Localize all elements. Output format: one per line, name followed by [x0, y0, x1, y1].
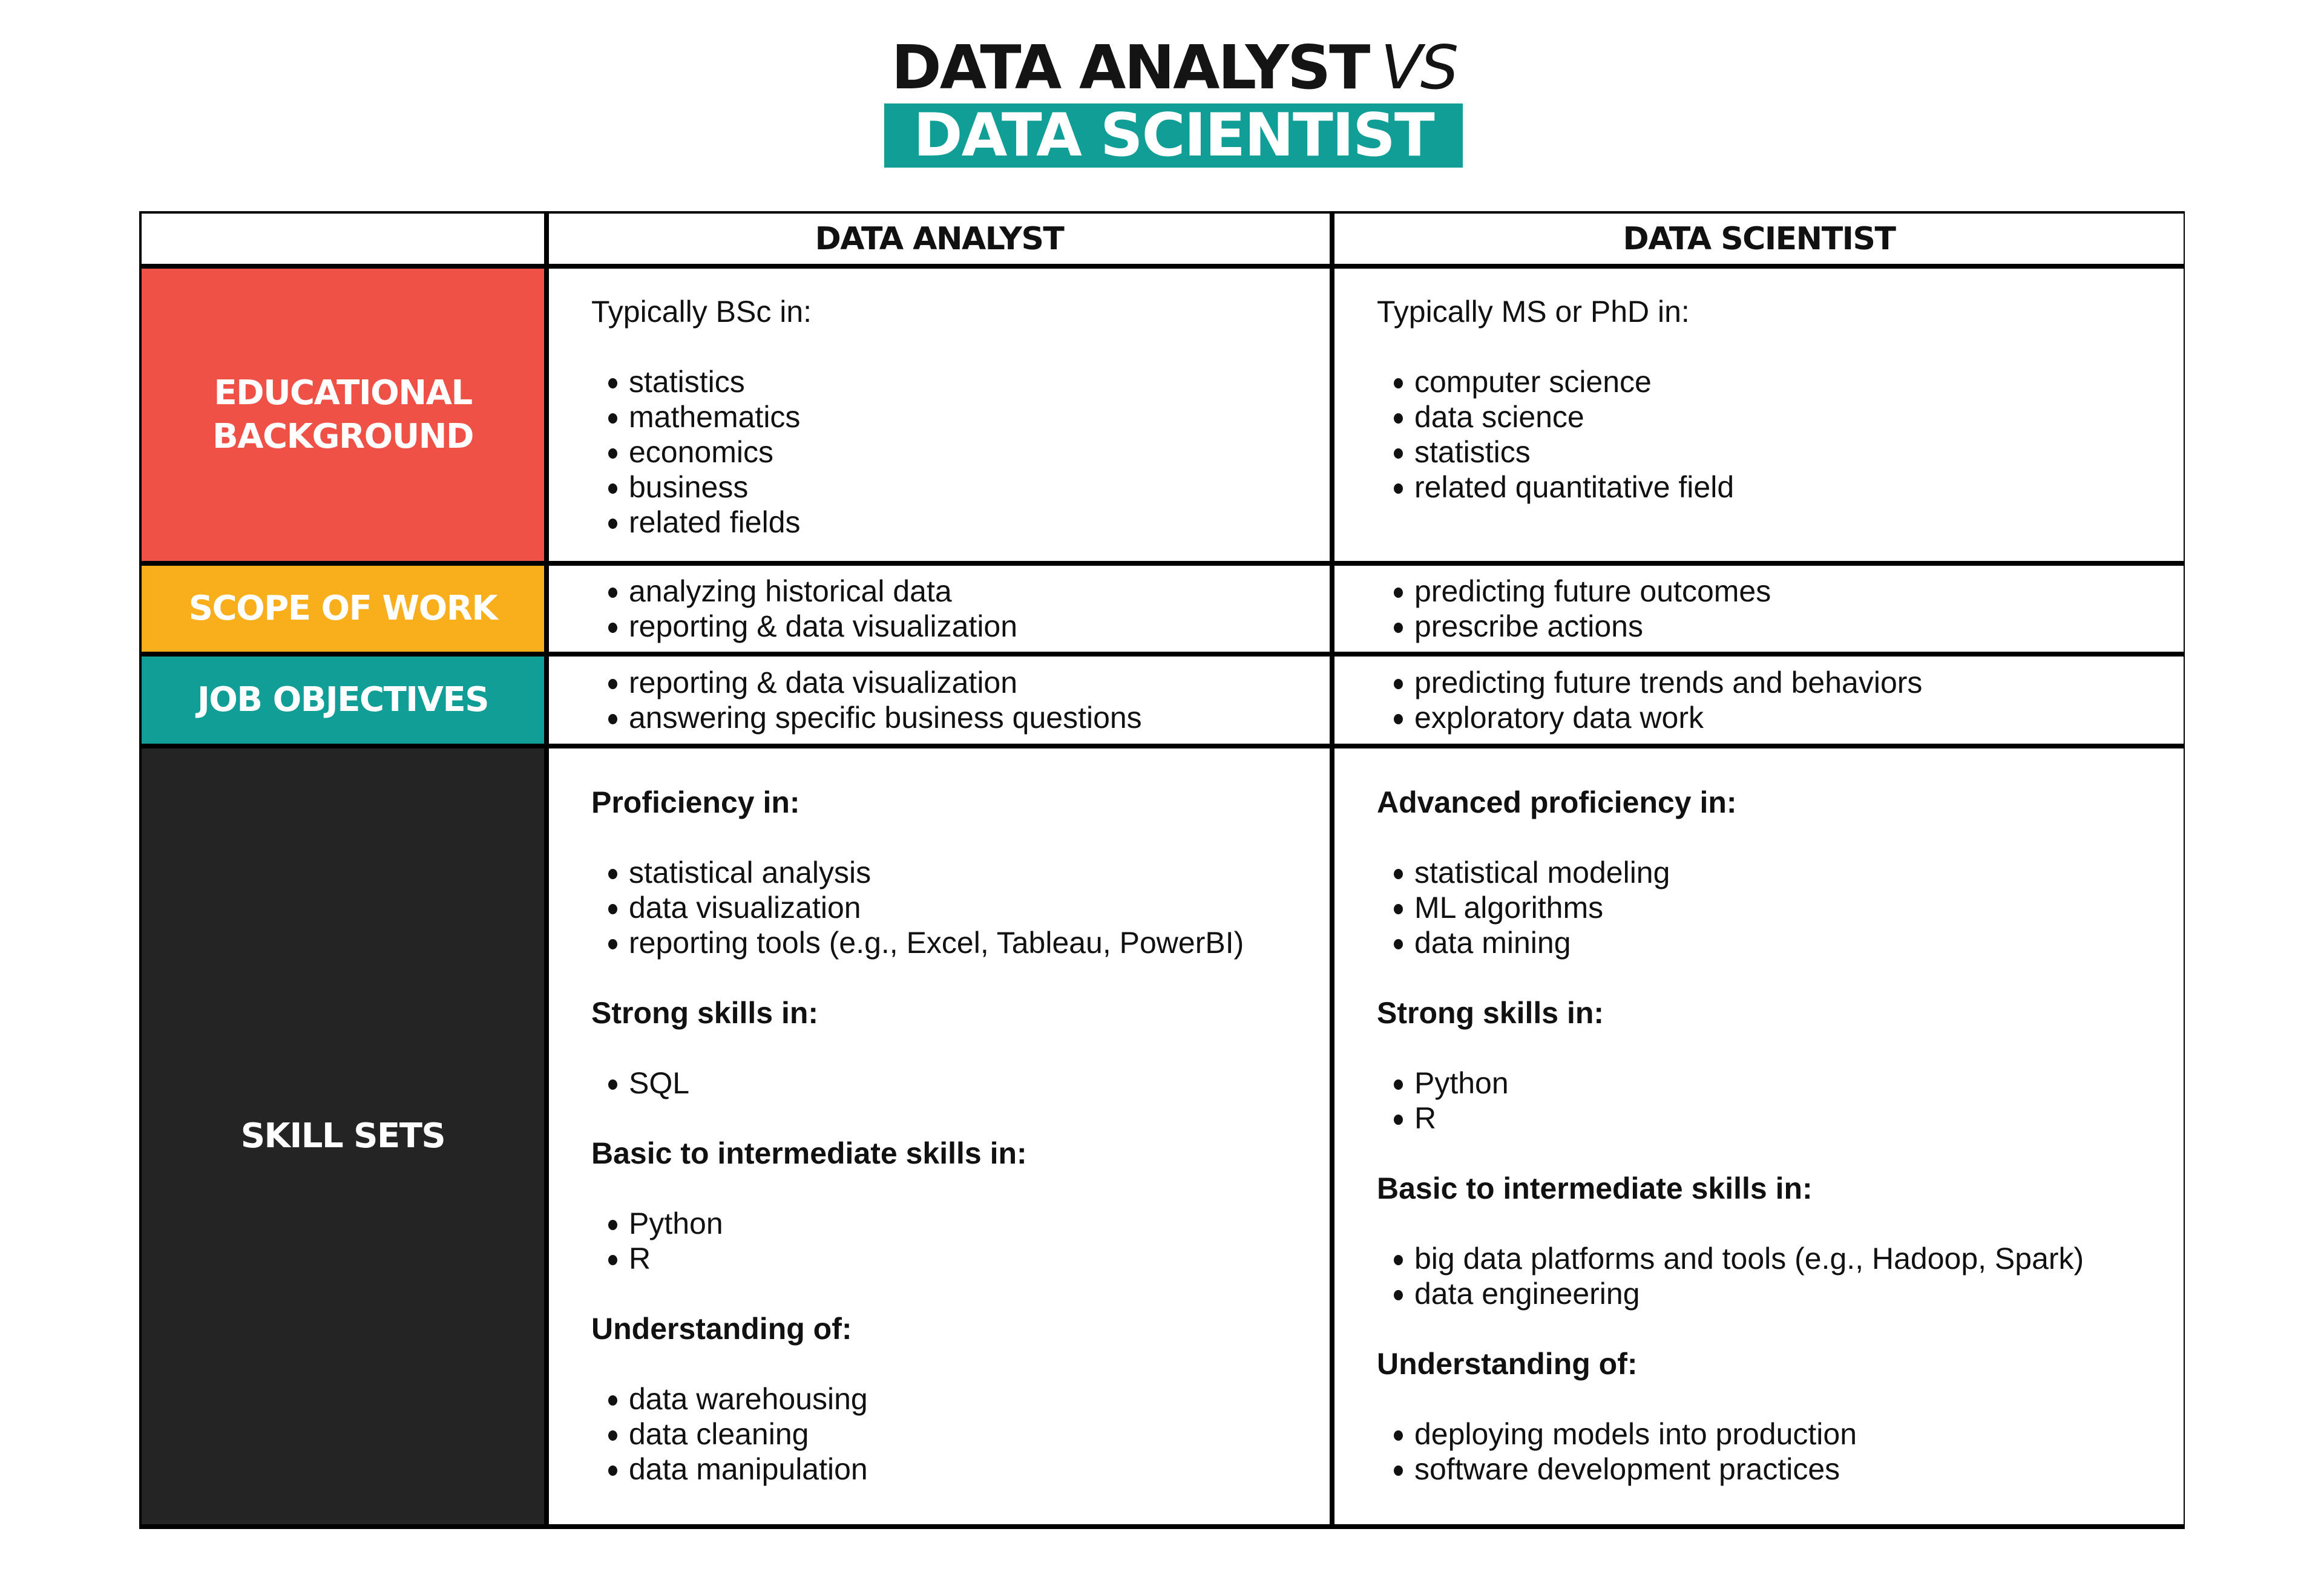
scientist-objectives-list — [1377, 665, 2184, 735]
list-item: statistical analysis — [608, 855, 1330, 890]
row-label-line: EDUCATIONAL — [214, 373, 472, 413]
list-item: predicting future outcomes — [1394, 574, 2184, 609]
list-item: R — [1394, 1101, 2184, 1136]
skill-group — [591, 785, 1330, 960]
scientist-education-lead: Typically MS or PhD in: — [1377, 295, 1690, 329]
list-item: data warehousing — [608, 1381, 1330, 1416]
list-item: SQL — [608, 1066, 1330, 1101]
row-label-skill-sets — [142, 748, 544, 1524]
list-item: business — [608, 470, 1330, 505]
skill-group-heading: Strong skills in: — [591, 996, 819, 1030]
list-item: statistics — [608, 364, 1330, 399]
list-item: Python — [1394, 1066, 2184, 1101]
list-item: statistical modeling — [1394, 855, 2184, 890]
list-item: deploying models into production — [1394, 1416, 2184, 1452]
list-item: reporting & data visualization — [608, 609, 1330, 644]
header-data-scientist: DATA SCIENTIST — [1334, 214, 2184, 264]
row-label-job-objectives — [142, 657, 544, 744]
skill-group — [1377, 785, 2184, 960]
list-item: related fields — [608, 505, 1330, 540]
analyst-objectives-list — [591, 665, 1330, 735]
scientist-scope-list — [1377, 574, 2184, 644]
list-item: big data platforms and tools (e.g., Hadoop, Spark) — [1394, 1241, 2184, 1276]
skill-group-heading: Advanced proficiency in: — [1377, 785, 1737, 819]
list-item: related quantitative field — [1394, 470, 2184, 505]
analyst-scope-cell — [549, 566, 1330, 652]
analyst-objectives-cell — [549, 657, 1330, 744]
analyst-skills-cell — [549, 748, 1330, 1524]
list-item: reporting tools (e.g., Excel, Tableau, PowerBI) — [608, 925, 1330, 960]
list-item: predicting future trends and behaviors — [1394, 665, 2184, 700]
list-item: prescribe actions — [1394, 609, 2184, 644]
skill-group — [1377, 1346, 2184, 1487]
skill-group-heading: Basic to intermediate skills in: — [591, 1136, 1027, 1170]
row-label-line: JOB OBJECTIVES — [197, 680, 489, 719]
row-label-educational-background — [142, 269, 544, 561]
list-item: data cleaning — [608, 1416, 1330, 1452]
skill-group — [1377, 1171, 2184, 1311]
row-label-scope-of-work — [142, 566, 544, 652]
scientist-education-cell — [1334, 269, 2184, 561]
list-item: answering specific business questions — [608, 700, 1330, 735]
analyst-education-cell — [549, 269, 1330, 561]
skill-group — [591, 1311, 1330, 1487]
skill-group-heading: Basic to intermediate skills in: — [1377, 1171, 1813, 1205]
analyst-education-lead: Typically BSc in: — [591, 295, 812, 329]
scientist-skills-cell — [1334, 748, 2184, 1524]
list-item: ML algorithms — [1394, 890, 2184, 925]
scientist-objectives-cell — [1334, 657, 2184, 744]
list-item: data visualization — [608, 890, 1330, 925]
list-item: computer science — [1394, 364, 2184, 399]
comparison-table — [139, 211, 2185, 1529]
list-item: exploratory data work — [1394, 700, 2184, 735]
list-item: data science — [1394, 399, 2184, 434]
header-data-analyst: DATA ANALYST — [549, 214, 1330, 264]
skill-group — [591, 995, 1330, 1101]
scientist-education-list — [1377, 364, 2184, 505]
skill-group-heading: Strong skills in: — [1377, 996, 1604, 1030]
row-label-line: SCOPE OF WORK — [188, 589, 497, 628]
analyst-education-list — [591, 364, 1330, 540]
title-data-analyst: DATA ANALYST — [891, 32, 1369, 103]
skill-group-heading: Understanding of: — [1377, 1347, 1638, 1381]
row-label-line: BACKGROUND — [212, 416, 474, 456]
skill-group — [591, 1136, 1330, 1276]
skill-group-heading: Proficiency in: — [591, 785, 800, 819]
list-item: reporting & data visualization — [608, 665, 1330, 700]
list-item: data manipulation — [608, 1452, 1330, 1487]
list-item: statistics — [1394, 434, 2184, 470]
row-label-line: SKILL SETS — [240, 1116, 445, 1156]
list-item: data mining — [1394, 925, 2184, 960]
skill-group — [1377, 995, 2184, 1136]
list-item: Python — [608, 1206, 1330, 1241]
page-title-line-1 — [859, 32, 1489, 103]
list-item: software development practices — [1394, 1452, 2184, 1487]
skill-group-heading: Understanding of: — [591, 1312, 852, 1346]
scientist-scope-cell — [1334, 566, 2184, 652]
list-item: economics — [608, 434, 1330, 470]
page-title-highlight-box — [884, 103, 1463, 168]
title-vs: VS — [1380, 32, 1457, 103]
list-item: mathematics — [608, 399, 1330, 434]
list-item: analyzing historical data — [608, 574, 1330, 609]
list-item: data engineering — [1394, 1276, 2184, 1311]
title-data-scientist: DATA SCIENTIST — [913, 101, 1434, 170]
header-empty-cell — [142, 214, 544, 264]
analyst-scope-list — [591, 574, 1330, 644]
list-item: R — [608, 1241, 1330, 1276]
